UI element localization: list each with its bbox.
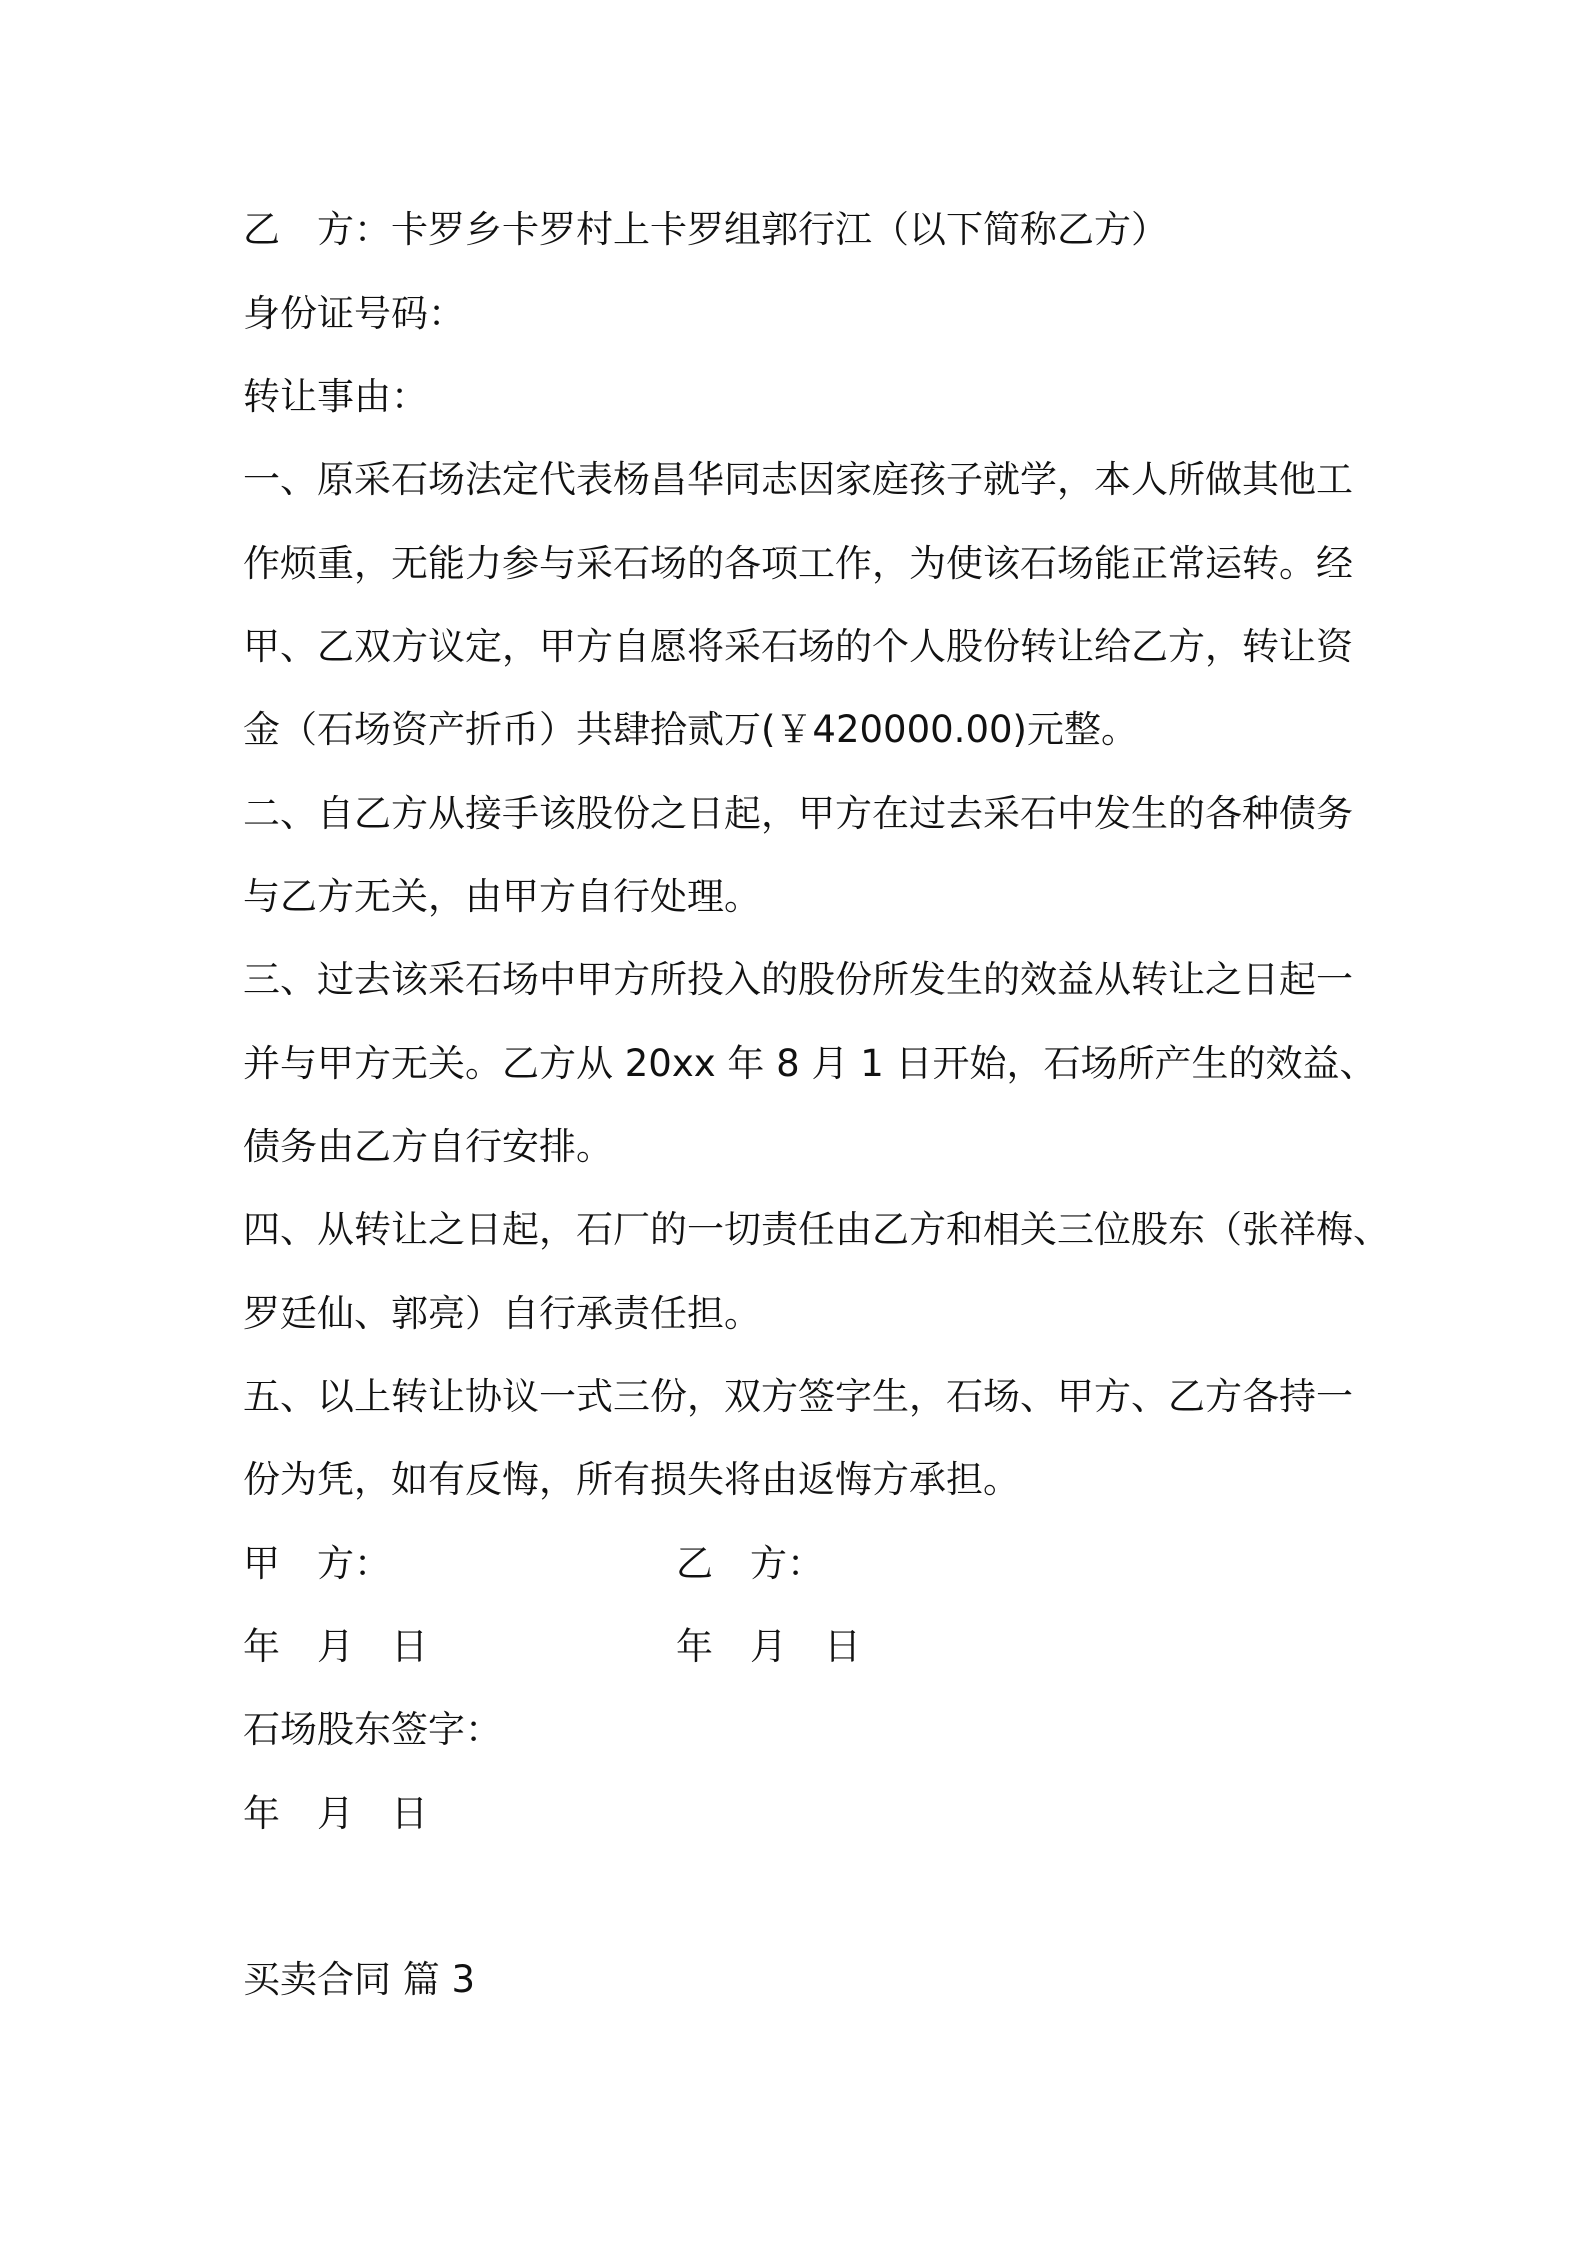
clause-1-line-2: 作烦重，无能力参与采石场的各项工作，为使该石场能正常运转。经 bbox=[243, 542, 1353, 585]
next-section-title: 买卖合同 篇 3 bbox=[243, 1958, 476, 2001]
clause-5-line-1: 五、以上转让协议一式三份，双方签字生，石场、甲方、乙方各持一 bbox=[243, 1375, 1353, 1418]
clause-4-line-2: 罗廷仙、郭亮）自行承责任担。 bbox=[243, 1292, 761, 1335]
clause-1-line-4: 金（石场资产折币）共肆拾贰万(￥420000.00)元整。 bbox=[243, 708, 1138, 751]
clause-4-line-1: 四、从转让之日起，石厂的一切责任由乙方和相关三位股东（张祥梅、 bbox=[243, 1208, 1390, 1251]
shareholders-signature-label: 石场股东签字： bbox=[243, 1708, 502, 1751]
party-b-signature-label: 乙 方： bbox=[676, 1542, 824, 1585]
party-a-signature-label: 甲 方： bbox=[243, 1542, 391, 1585]
clause-1-line-1: 一、原采石场法定代表杨昌华同志因家庭孩子就学，本人所做其他工 bbox=[243, 458, 1353, 501]
shareholders-date: 年 月 日 bbox=[243, 1792, 428, 1835]
party-b-line: 乙 方：卡罗乡卡罗村上卡罗组郭行江（以下简称乙方） bbox=[243, 208, 1168, 251]
clause-3-line-1: 三、过去该采石场中甲方所投入的股份所发生的效益从转让之日起一 bbox=[243, 958, 1353, 1001]
reason-label: 转让事由： bbox=[243, 375, 428, 418]
clause-3-line-3: 债务由乙方自行安排。 bbox=[243, 1125, 613, 1168]
party-b-date: 年 月 日 bbox=[676, 1625, 861, 1668]
clause-2-line-2: 与乙方无关，由甲方自行处理。 bbox=[243, 875, 761, 918]
clause-2-line-1: 二、自乙方从接手该股份之日起，甲方在过去采石中发生的各种债务 bbox=[243, 792, 1353, 835]
id-number-label: 身份证号码： bbox=[243, 292, 465, 335]
clause-3-line-2: 并与甲方无关。乙方从 20xx 年 8 月 1 日开始，石场所产生的效益、 bbox=[243, 1042, 1377, 1085]
clause-5-line-2: 份为凭，如有反悔，所有损失将由返悔方承担。 bbox=[243, 1458, 1020, 1501]
party-a-date: 年 月 日 bbox=[243, 1625, 428, 1668]
clause-1-line-3: 甲、乙双方议定，甲方自愿将采石场的个人股份转让给乙方，转让资 bbox=[243, 625, 1353, 668]
